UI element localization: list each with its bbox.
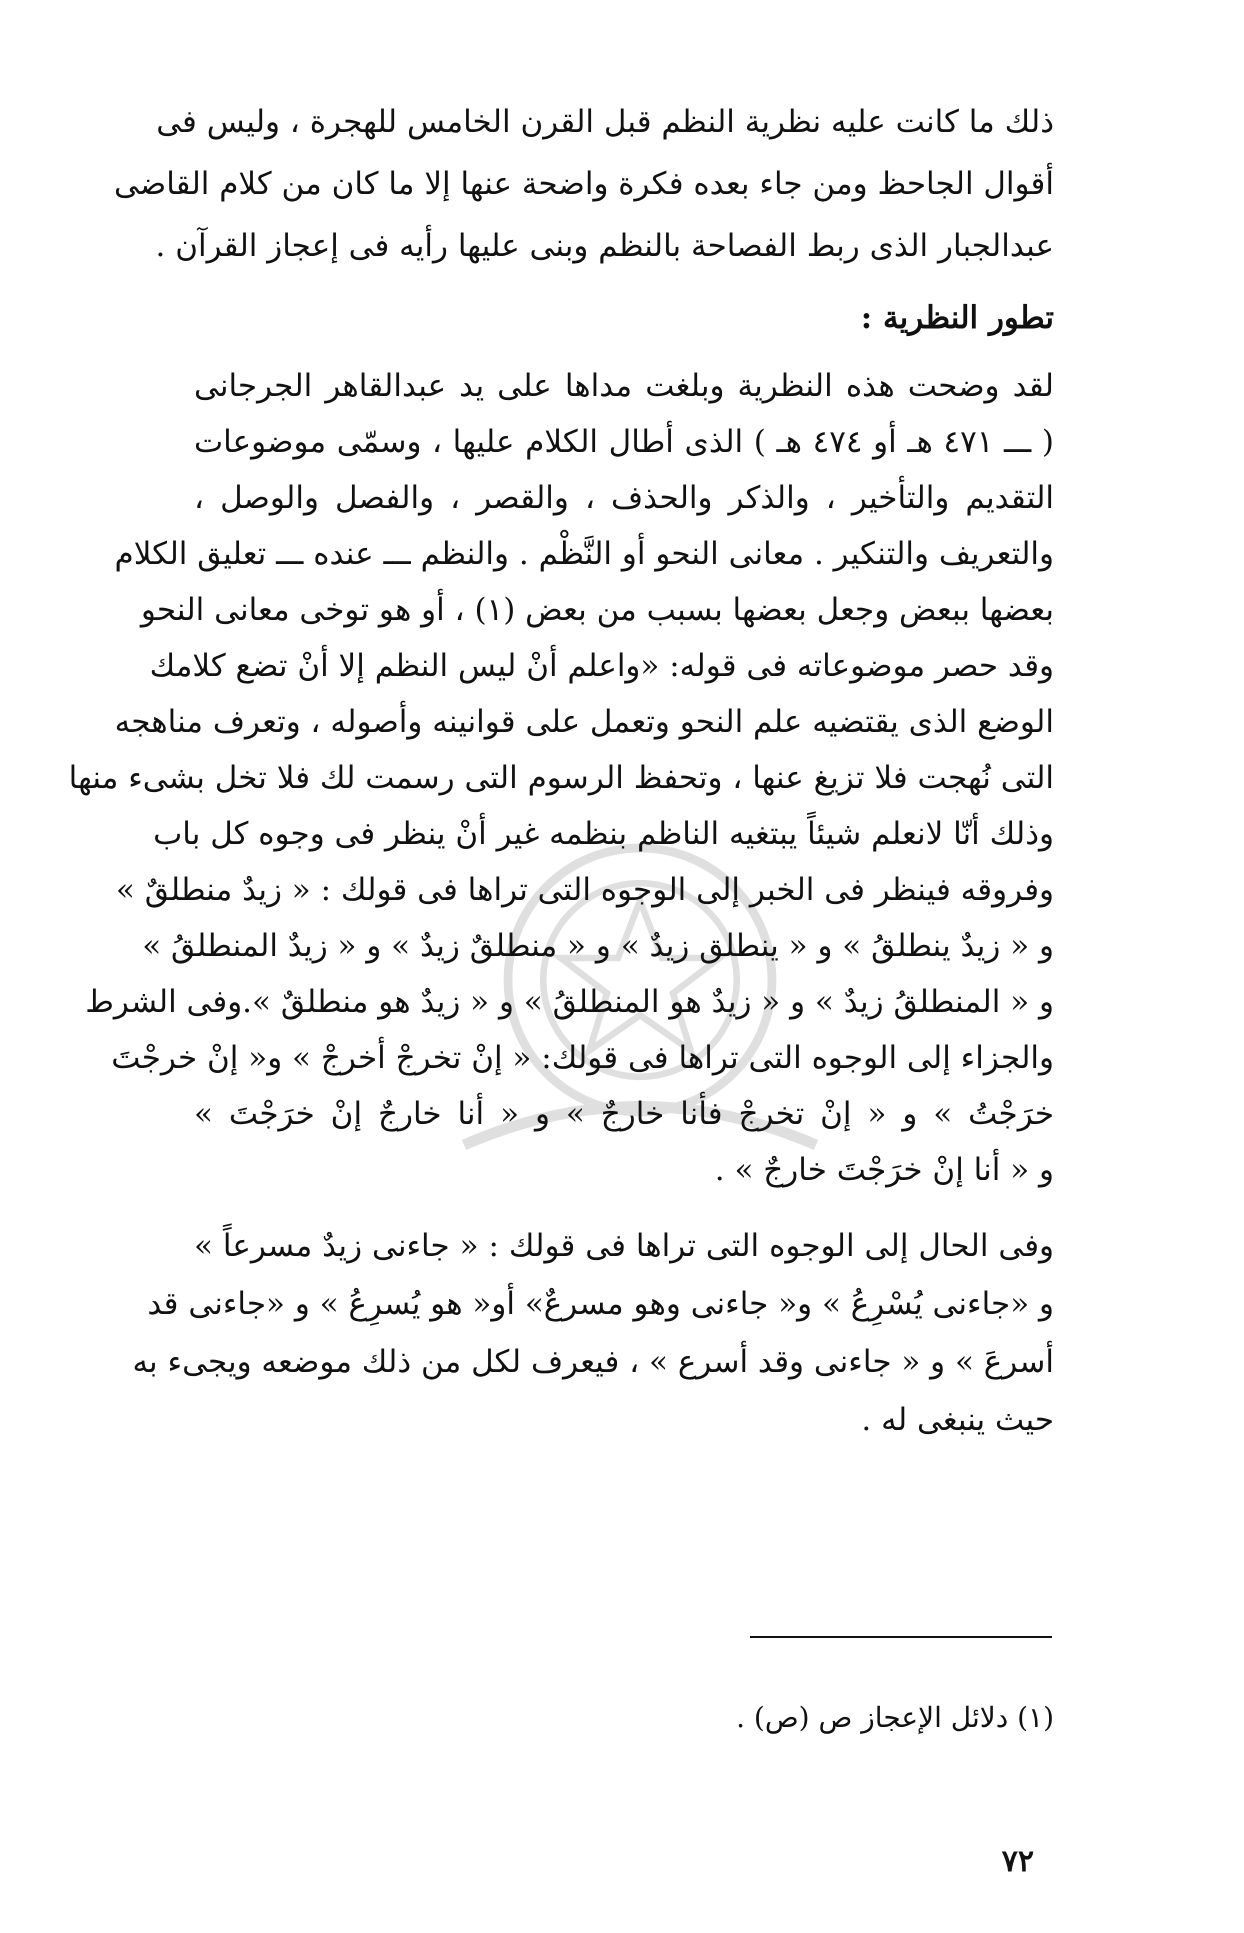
- body-line: التى نُهجت فلا تزيغ عنها ، وتحفظ الرسوم التى رسمت لك فلا تخل بشىء منها: [68, 760, 1054, 796]
- body-line: وقد حصر موضوعاته فى قوله: «واعلم أنْ ليس النظم إلا أنْ تضع كلامك: [149, 648, 1054, 684]
- body-line: ذلك ما كانت عليه نظرية النظم قبل القرن الخامس للهجرة ، وليس فى: [156, 104, 1054, 140]
- footnote: (١) دلائل الإعجاز ص (ص) .: [736, 1701, 1054, 1734]
- body-line: بعضها ببعض وجعل بعضها بسبب من بعض (١) ، أو هو توخى معانى النحو: [140, 592, 1054, 628]
- body-line: و « المنطلقُ زيدٌ » و « زيدٌ هو المنطلقُ » و « زيدٌ هو منطلقٌ ».وفى الشرط: [85, 984, 1054, 1020]
- body-line: و « أنا إنْ خرَجْتَ خارجٌ » .: [714, 1152, 1054, 1188]
- body-line: وذلك أنّا لانعلم شيئاً يبتغيه الناظم بنظمه غير أنْ ينظر فى وجوه كل باب: [153, 816, 1054, 852]
- body-line: أسرعَ » و « جاءنى وقد أسرع » ، فيعرف لكل من ذلك موضعه ويجىء به: [132, 1344, 1054, 1380]
- body-line: وفروقه فينظر فى الخبر إلى الوجوه التى تراها فى قولك : « زيدٌ منطلقٌ »: [115, 872, 1054, 908]
- body-line: ( ـــ ٤٧١ هـ أو ٤٧٤ هـ ) الذى أطال الكلام عليها ، وسمّى موضوعات: [194, 424, 1054, 460]
- body-line: و «جاءنى يُسْرِعُ » و« جاءنى وهو مسرعٌ» أو« هو يُسرِعُ » و «جاءنى قد: [147, 1286, 1054, 1322]
- body-line: التقديم والتأخير ، والذكر والحذف ، والقصر ، والفصل والوصل ،: [194, 480, 1054, 516]
- body-line: و « زيدٌ ينطلقُ » و « ينطلق زيدٌ » و « منطلقٌ زيدٌ » و « زيدٌ المنطلقُ »: [142, 928, 1054, 964]
- body-line: حيث ينبغى له .: [861, 1402, 1054, 1438]
- footnote-rule: [750, 1636, 1052, 1638]
- body-line: والتعريف والتنكير . معانى النحو أو النَّظْم . والنظم ـــ عنده ـــ تعليق الكلام: [114, 536, 1054, 572]
- body-line: الوضع الذى يقتضيه علم النحو وتعمل على قوانينه وأصوله ، وتعرف مناهجه: [114, 704, 1054, 740]
- section-heading: تطور النظرية :: [860, 300, 1054, 336]
- body-line: خرَجْتُ » و « إنْ تخرجْ فأنا خارجٌ » و « أنا خارجٌ إنْ خرَجْتَ »: [194, 1096, 1054, 1132]
- body-line: وفى الحال إلى الوجوه التى تراها فى قولك : « جاءنى زيدٌ مسرعاً »: [194, 1228, 1054, 1264]
- body-line: والجزاء إلى الوجوه التى تراها فى قولك: « إنْ تخرجْ أخرجْ » و« إنْ خرجْتَ: [111, 1040, 1054, 1076]
- body-line: عبدالجبار الذى ربط الفصاحة بالنظم وبنى عليها رأيه فى إعجاز القرآن .: [155, 228, 1054, 264]
- body-line: أقوال الجاحظ ومن جاء بعده فكرة واضحة عنها إلا ما كان من كلام القاضى: [114, 166, 1054, 202]
- page-number: ٧٢: [1001, 1844, 1034, 1879]
- body-line: لقد وضحت هذه النظرية وبلغت مداها على يد عبدالقاهر الجرجانى: [194, 368, 1054, 404]
